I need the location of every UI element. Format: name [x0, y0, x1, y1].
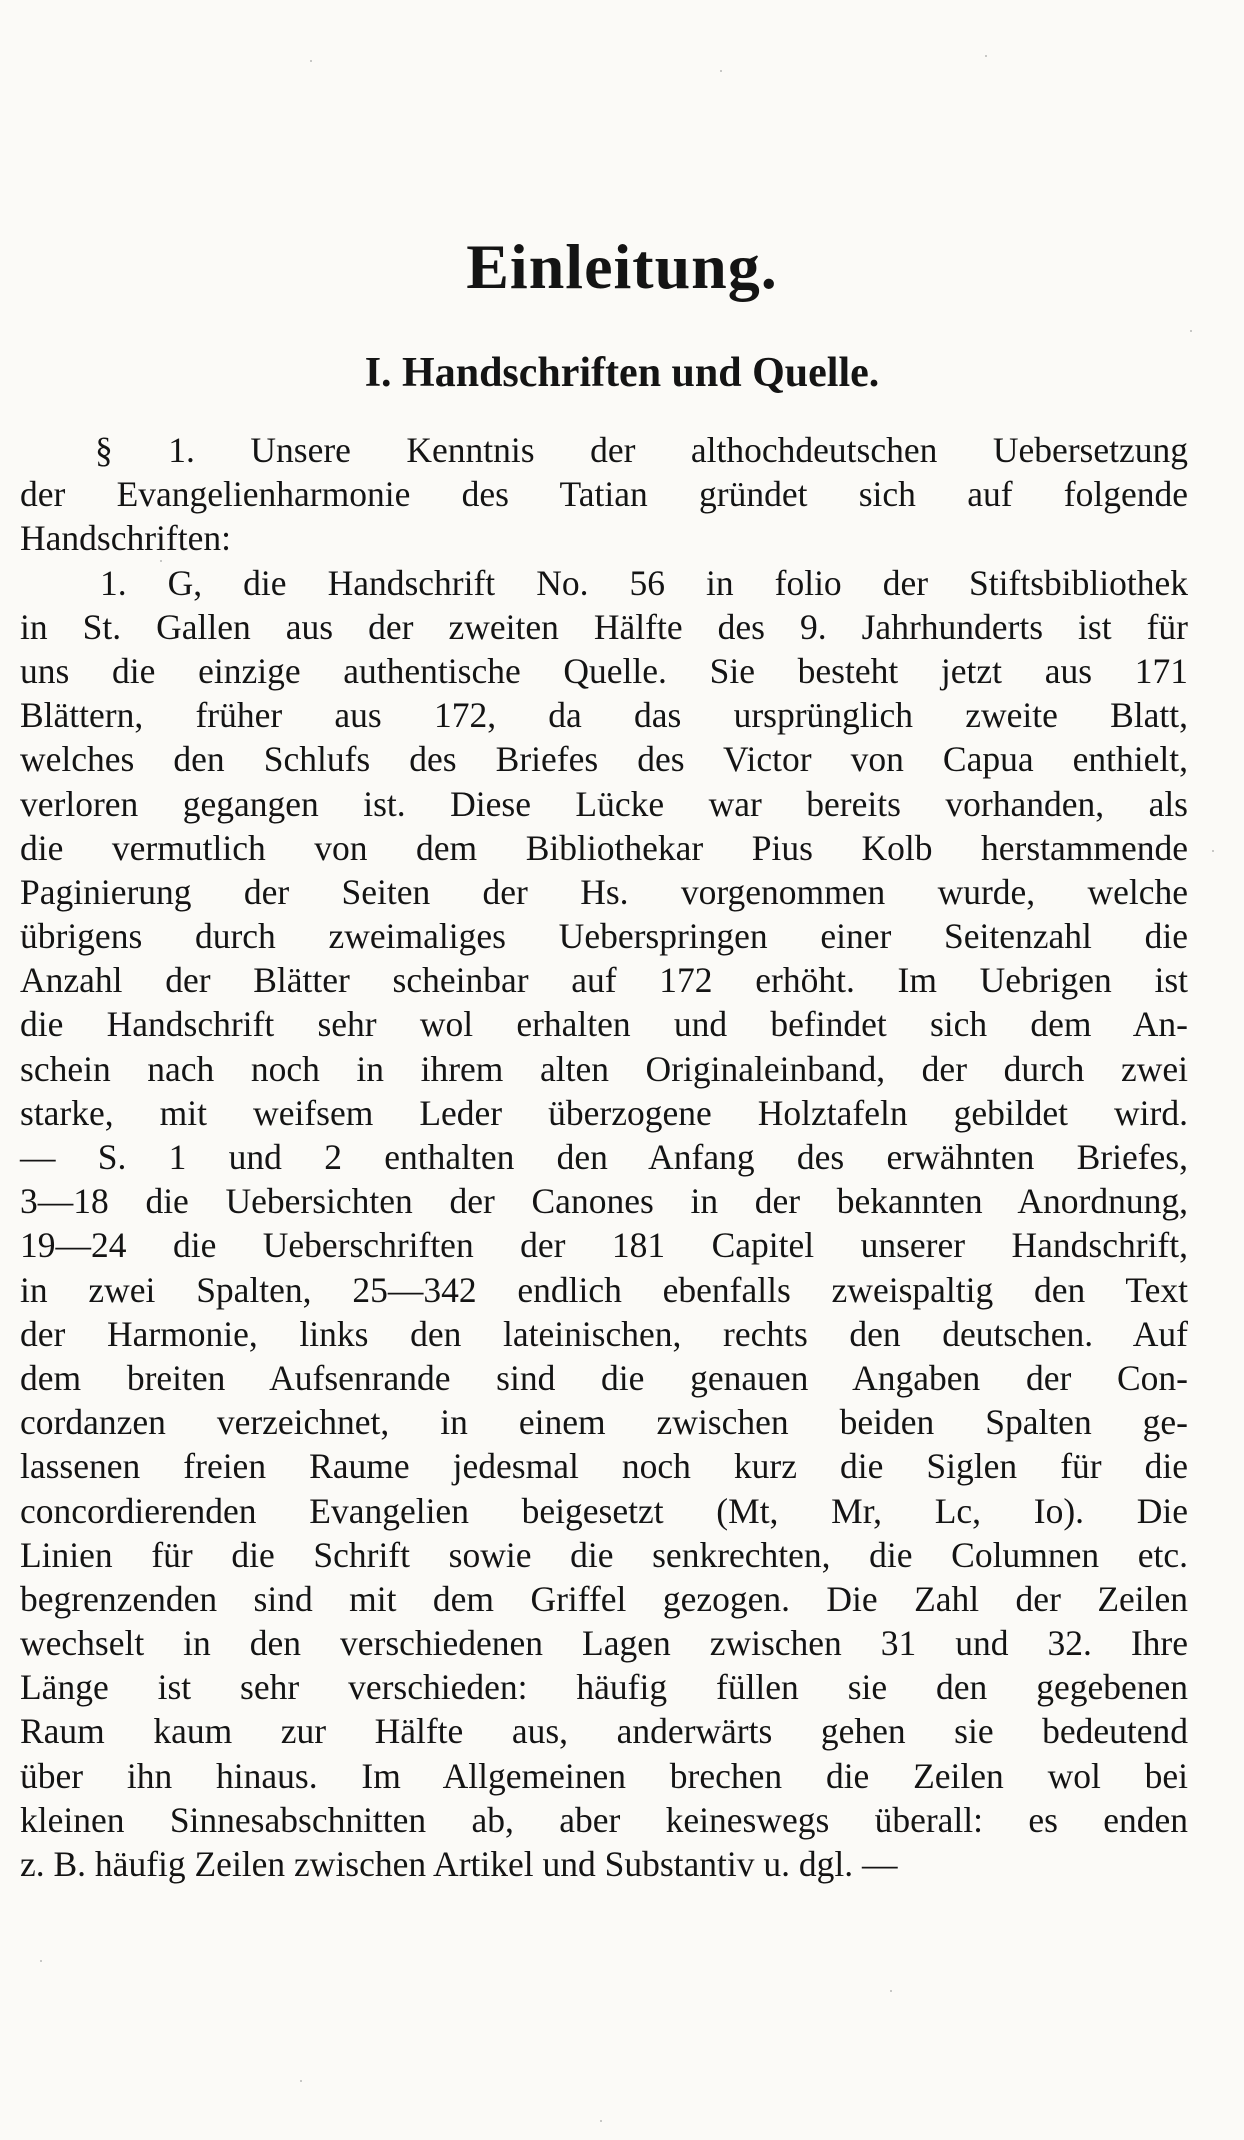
- page-title: Einleitung.: [466, 231, 778, 302]
- text-line: 1. G, die Handschrift No. 56 in folio der Stiftsbibliothek: [100, 562, 1188, 603]
- text-line: concordierenden Evangelien beigesetzt (Mt, Mr, Lc, Io). Die: [20, 1490, 1188, 1531]
- text-line: übrigens durch zweimaliges Ueberspringen einer Seitenzahl die: [20, 916, 1188, 957]
- text-line: wechselt in den verschiedenen Lagen zwischen 31 und 32. Ihre: [20, 1623, 1188, 1664]
- text-line: dem breiten Aufsenrande sind die genauen Angaben der Con-: [20, 1357, 1188, 1398]
- text-line: Länge ist sehr verschieden: häufig füllen sie den gegebenen: [20, 1667, 1188, 1708]
- section-heading: I. Handschriften und Quelle.: [364, 350, 880, 396]
- text-line: Linien für die Schrift sowie die senkrechten, die Columnen etc.: [20, 1534, 1188, 1575]
- paper-speck: [720, 70, 722, 72]
- text-line: Raum kaum zur Hälfte aus, anderwärts gehen sie bedeutend: [20, 1711, 1188, 1752]
- text-line: § 1. Unsere Kenntnis der althochdeutschen Uebersetzung: [95, 430, 1188, 470]
- text-line: welches den Schlufs des Briefes des Victor von Capua enthielt,: [20, 739, 1188, 780]
- text-line: der Harmonie, links den lateinischen, rechts den deutschen. Auf: [20, 1313, 1188, 1354]
- text-line: Anzahl der Blätter scheinbar auf 172 erhöht. Im Uebrigen ist: [20, 960, 1188, 1001]
- text-line: 19—24 die Ueberschriften der 181 Capitel unserer Handschrift,: [20, 1225, 1188, 1266]
- paper-speck: [300, 2080, 302, 2082]
- text-line: Paginierung der Seiten der Hs. vorgenommen wurde, welche: [20, 871, 1188, 912]
- body-text: [20, 428, 1188, 1886]
- paper-speck: [985, 55, 987, 57]
- text-line: in zwei Spalten, 25—342 endlich ebenfalls zweispaltig den Text: [20, 1269, 1188, 1310]
- text-line: in St. Gallen aus der zweiten Hälfte des 9. Jahrhunderts ist für: [20, 606, 1188, 647]
- paper-speck: [1212, 850, 1214, 852]
- text-line: 3—18 die Uebersichten der Canones in der bekannten Anordnung,: [20, 1181, 1188, 1222]
- text-line: über ihn hinaus. Im Allgemeinen brechen die Zeilen wol bei: [20, 1755, 1188, 1796]
- text-line: z. B. häufig Zeilen zwischen Artikel und Substantiv u. dgl. —: [20, 1844, 898, 1884]
- text-line: der Evangelienharmonie des Tatian gründet sich auf folgende: [20, 474, 1188, 515]
- text-line: schein nach noch in ihrem alten Originaleinband, der durch zwei: [20, 1048, 1188, 1089]
- text-line: Blättern, früher aus 172, da das ursprünglich zweite Blatt,: [20, 695, 1188, 736]
- text-line: die Handschrift sehr wol erhalten und befindet sich dem An-: [20, 1004, 1188, 1045]
- paper-speck: [310, 60, 312, 62]
- text-line: begrenzenden sind mit dem Griffel gezogen. Die Zahl der Zeilen: [20, 1578, 1188, 1619]
- paper-speck: [40, 1960, 42, 1962]
- paper-speck: [160, 560, 162, 562]
- text-line: starke, mit weifsem Leder überzogene Holztafeln gebildet wird.: [20, 1092, 1188, 1133]
- paper-speck: [600, 2120, 602, 2122]
- text-line: lassenen freien Raume jedesmal noch kurz die Siglen für die: [20, 1446, 1188, 1487]
- text-line: — S. 1 und 2 enthalten den Anfang des erwähnten Briefes,: [20, 1137, 1188, 1177]
- text-line: kleinen Sinnesabschnitten ab, aber keineswegs überall: es enden: [20, 1799, 1188, 1840]
- text-line: verloren gegangen ist. Diese Lücke war bereits vorhanden, als: [20, 783, 1188, 824]
- paper-speck: [890, 1990, 892, 1992]
- text-line: Handschriften:: [20, 518, 231, 559]
- paper-speck: [1190, 330, 1192, 332]
- text-line: uns die einzige authentische Quelle. Sie besteht jetzt aus 171: [20, 650, 1188, 691]
- text-line: die vermutlich von dem Bibliothekar Pius Kolb herstammende: [20, 827, 1188, 868]
- text-line: cordanzen verzeichnet, in einem zwischen beiden Spalten ge-: [20, 1402, 1188, 1443]
